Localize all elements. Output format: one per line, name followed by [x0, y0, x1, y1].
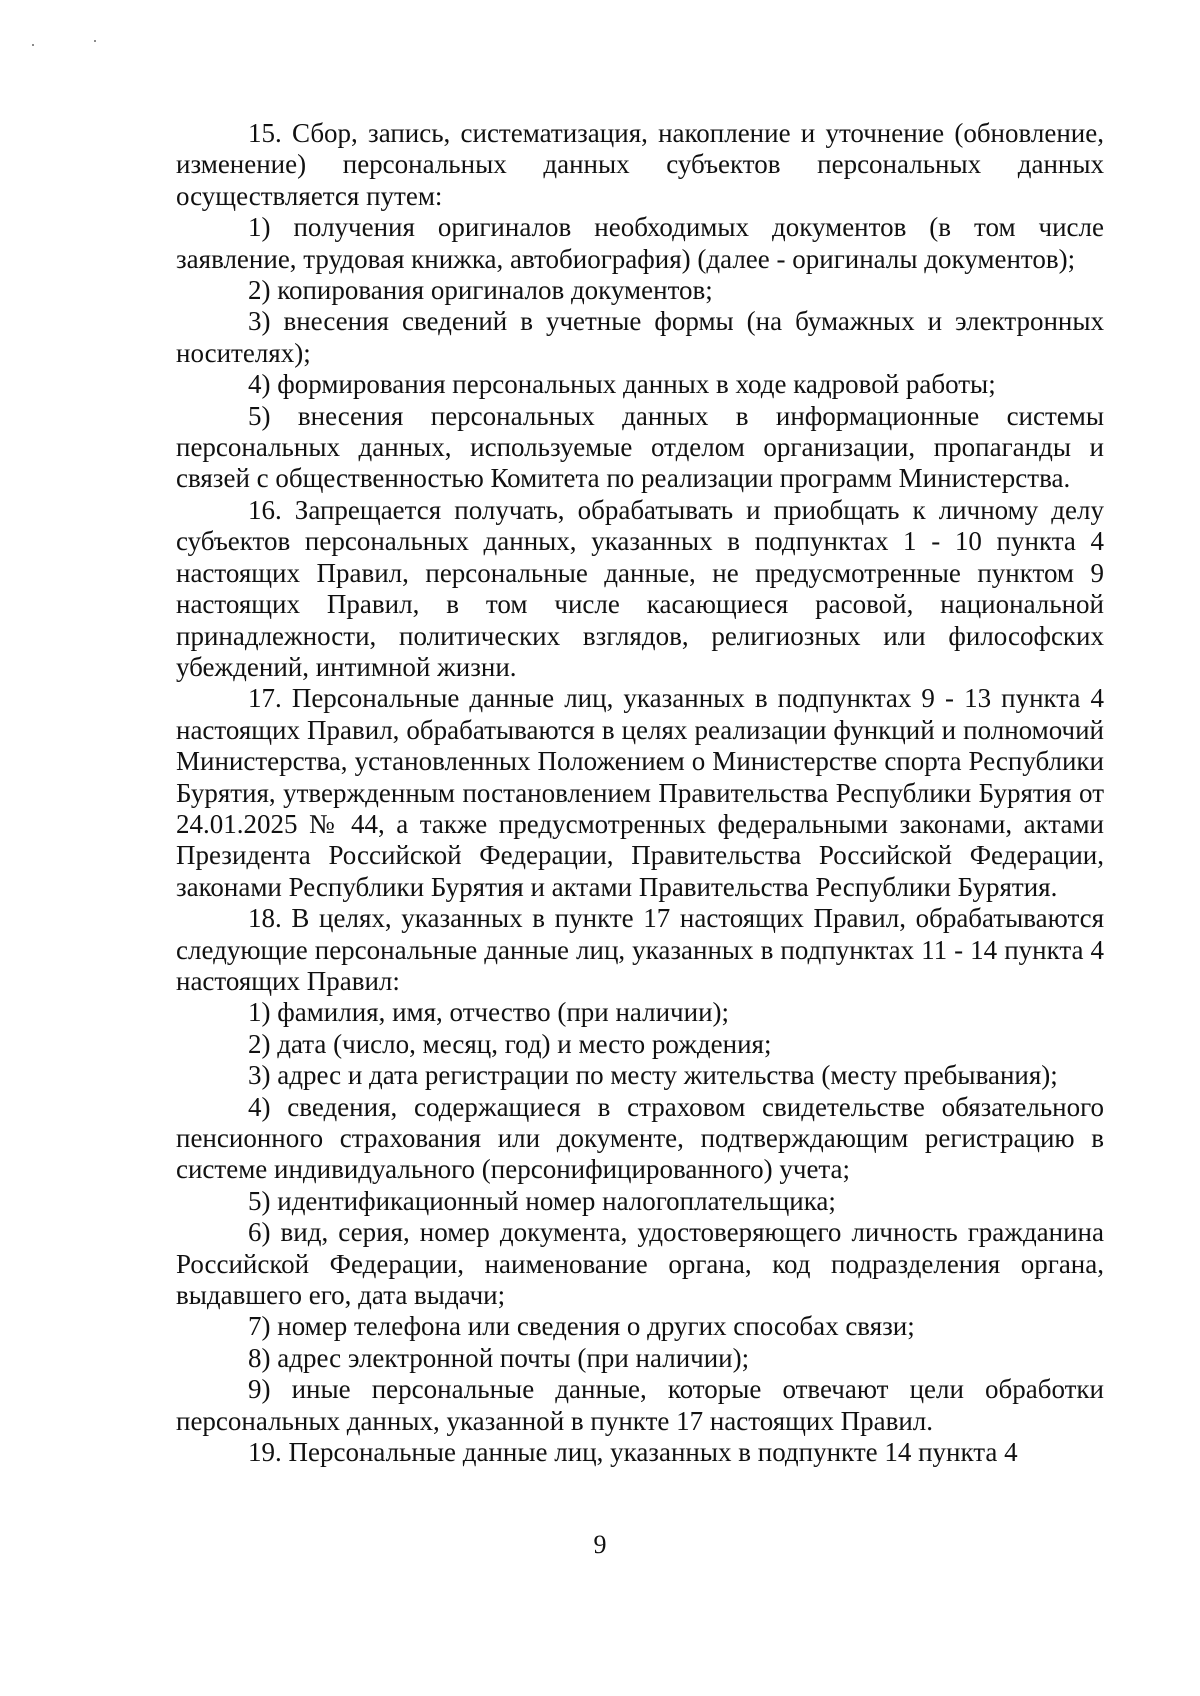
list-item-18-3: 3) адрес и дата регистрации по месту жительства (месту пребывания);: [248, 1060, 1058, 1091]
list-item-15-3: 3) внесения сведений в учетные формы (на бумажных и электронных носителях);: [176, 306, 1104, 368]
list-item-18-6: 6) вид, серия, номер документа, удостоверяющего личность гражданина Российской Федерации, наименование органа, код подразделения органа, выдавшего его, дата выдачи;: [176, 1217, 1104, 1311]
page-number: 9: [593, 1530, 607, 1559]
document-body: [176, 118, 1104, 1468]
list-item-15-4: 4) формирования персональных данных в ходе кадровой работы;: [248, 369, 996, 400]
scan-speck: [32, 44, 34, 46]
scan-specks: [28, 40, 108, 50]
list-item-18-9: 9) иные персональные данные, которые отвечают цели обработки персональных данных, указанной в пункте 17 настоящих Правил.: [176, 1374, 1104, 1436]
list-item-18-4: 4) сведения, содержащиеся в страховом свидетельстве обязательного пенсионного страхования или документе, подтверждающим регистрацию в системе индивидуального (персонифицированного) учета;: [176, 1091, 1104, 1185]
list-item-18-2: 2) дата (число, месяц, год) и место рождения;: [248, 1028, 772, 1059]
paragraph-15: 15. Сбор, запись, систематизация, накопление и уточнение (обновление, изменение) персональных данных субъектов персональных данных осуществляется путем:: [176, 118, 1104, 211]
paragraph-17: 17. Персональные данные лиц, указанных в подпунктах 9 - 13 пункта 4 настоящих Правил, обрабатываются в целях реализации функций и полномочий Министерства, установленных Положением о Министерстве спорта Республики Бурятия, утвержденным постановлением Правительства Республики Бурятия от 24.01.2025 № 44, а также предусмотренных федеральными законами, актами Президента Российской Федерации, Правительства Российской Федерации, законами Республики Бурятия и актами Правительства Республики Бурятия.: [176, 683, 1104, 902]
list-item-15-5: 5) внесения персональных данных в информационные системы персональных данных, используемые отделом организации, пропаганды и связей с общественностью Комитета по реализации программ Министерства.: [176, 400, 1104, 494]
paragraph-18: 18. В целях, указанных в пункте 17 настоящих Правил, обрабатываются следующие персональные данные лиц, указанных в подпунктах 11 - 14 пункта 4 настоящих Правил:: [176, 903, 1104, 996]
list-item-18-5: 5) идентификационный номер налогоплательщика;: [248, 1185, 836, 1216]
list-item-15-1: 1) получения оригиналов необходимых документов (в том числе заявление, трудовая книжка, автобиография) (далее - оригиналы документов);: [176, 212, 1104, 274]
paragraph-16: 16. Запрещается получать, обрабатывать и приобщать к личному делу субъектов персональных данных, указанных в подпунктах 1 - 10 пункта 4 настоящих Правил, персональные данные, не предусмотренные пунктом 9 настоящих Правил, в том числе касающиеся расовой, национальной принадлежности, политических взглядов, религиозных или философских убеждений, интимной жизни.: [176, 494, 1104, 682]
scan-speck: [94, 40, 96, 42]
list-item-18-7: 7) номер телефона или сведения о других способах связи;: [248, 1311, 915, 1342]
list-item-18-8: 8) адрес электронной почты (при наличии);: [248, 1342, 750, 1373]
list-item-15-2: 2) копирования оригиналов документов;: [248, 275, 713, 306]
list-item-18-1: 1) фамилия, имя, отчество (при наличии);: [248, 997, 730, 1028]
paragraph-19: 19. Персональные данные лиц, указанных в подпункте 14 пункта 4: [248, 1437, 1018, 1468]
